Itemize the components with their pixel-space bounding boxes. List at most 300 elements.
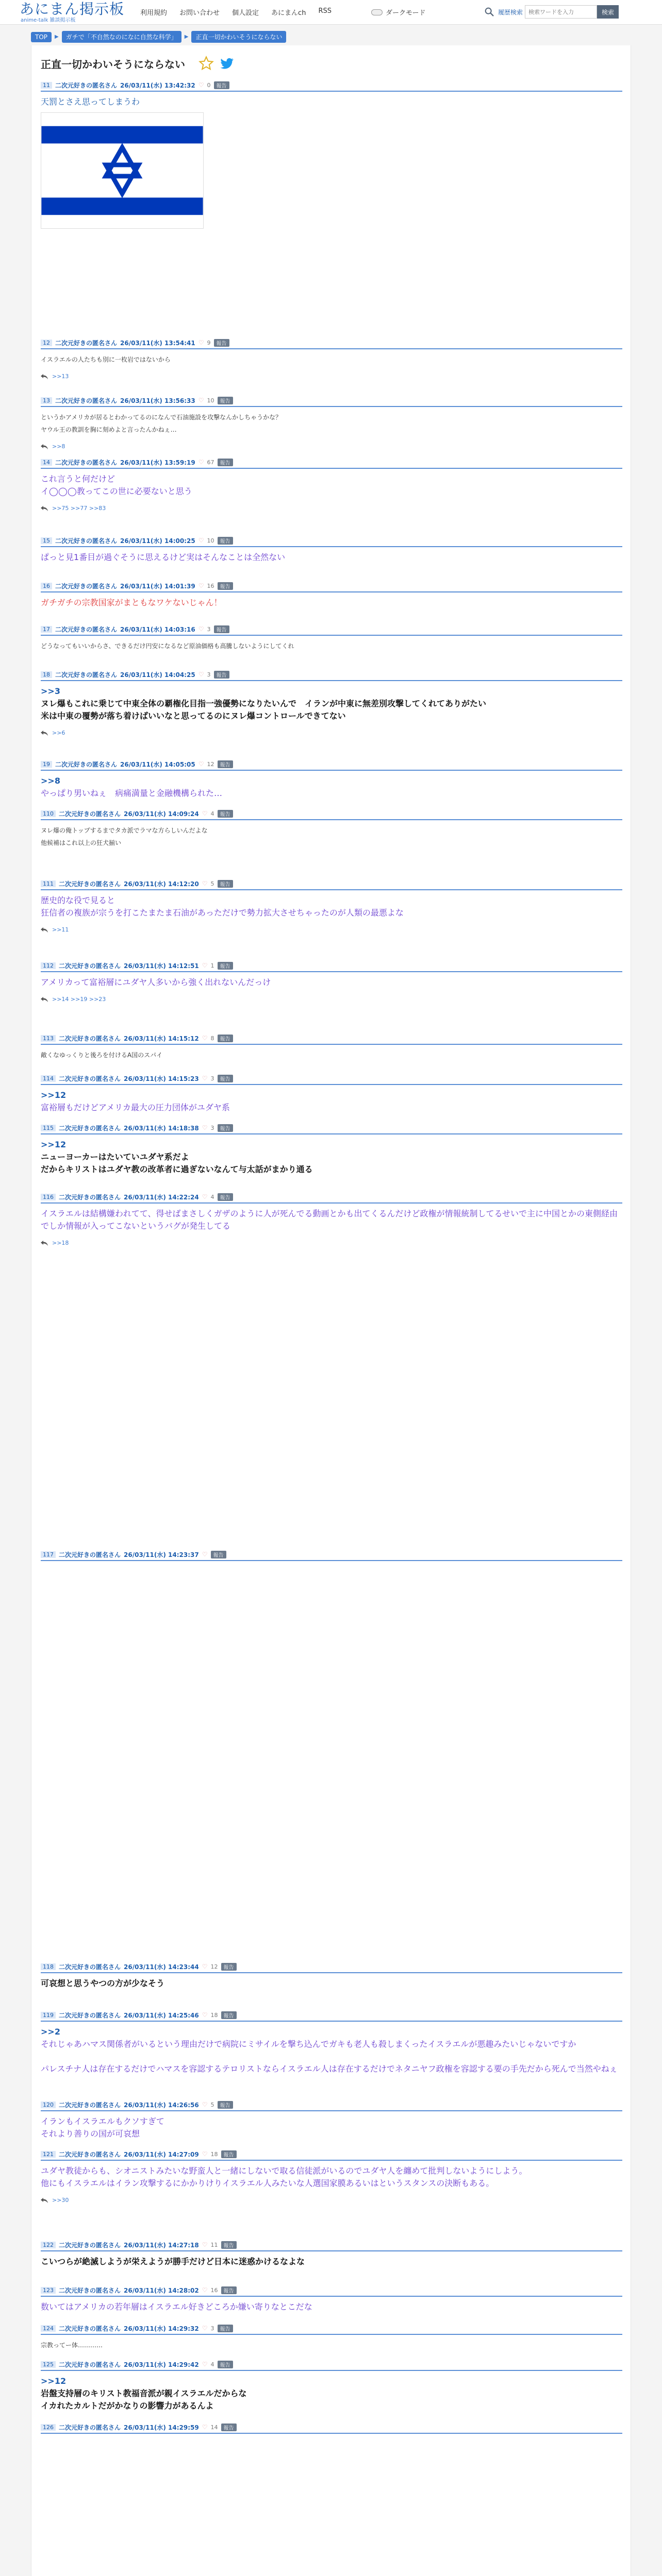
main-nav <box>140 7 332 17</box>
post-author: 二次元好きの匿名さん <box>59 2150 121 2158</box>
post-date: 26/03/11(水) 14:29:59 <box>124 2424 199 2431</box>
post-date: 26/03/11(水) 14:27:09 <box>124 2150 199 2158</box>
post-date: 26/03/11(水) 14:12:20 <box>124 880 199 888</box>
site-header <box>0 0 662 25</box>
reply-link-text[interactable]: >>75 >>77 >>83 <box>52 505 106 512</box>
post <box>41 536 622 564</box>
post-number[interactable]: 13 <box>41 397 52 404</box>
post-text-line: 狂信者の複族が宗うを打こたまたま石油があっただけで勢力拡大させちゃったのが人類の最悪よな <box>41 908 404 918</box>
reply-link-text[interactable]: >>11 <box>52 926 69 933</box>
post-header <box>41 961 622 972</box>
post-text-line: ヌレ爆の俺トップするまでタカ派でラマな方らしいんだよな <box>41 827 208 834</box>
search-history-label[interactable]: 履歴検索 <box>498 8 523 16</box>
breadcrumb-category[interactable]: ガチで「不自然なのになに自然な科学」 <box>62 31 181 43</box>
like-heart-icon[interactable]: ♡ <box>198 625 204 633</box>
reply-link-text[interactable]: >>13 <box>52 373 69 380</box>
like-count: 0 <box>207 81 211 89</box>
report-button[interactable]: 報告 <box>218 2101 233 2109</box>
reply-link-text[interactable]: >>14 >>19 >>23 <box>52 996 106 1003</box>
post <box>41 581 622 609</box>
post-author: 二次元好きの匿名さん <box>59 810 121 818</box>
post-number[interactable]: 14 <box>41 459 52 466</box>
like-count: 3 <box>207 625 211 633</box>
search-bar <box>484 5 619 19</box>
nav-settings[interactable]: 個人設定 <box>232 9 259 17</box>
nav-terms[interactable]: 利用規約 <box>140 9 168 17</box>
post <box>41 759 622 800</box>
post-text-line: イ◯◯◯教ってこの世に必要ないと思う <box>41 486 192 496</box>
post-number[interactable]: 112 <box>41 962 56 969</box>
post-text-line: それじゃあハマス関係者がいるという理由だけで病院にミサイルを撃ち込んでガキも老人も殺しまくったイスラエルが悪趣みたいじゃないですか <box>41 2039 576 2049</box>
reply-links[interactable] <box>41 2197 622 2204</box>
post-header <box>41 759 622 771</box>
reply-anchor-link[interactable]: >>2 <box>41 2027 60 2037</box>
post-text-line: イカれたカルトだがかなりの影響力があるんよ <box>41 2401 214 2411</box>
post-body <box>41 1204 622 1232</box>
reply-links[interactable] <box>41 996 622 1003</box>
nav-contact[interactable]: お問い合わせ <box>179 9 220 17</box>
post-author: 二次元好きの匿名さん <box>59 2101 121 2109</box>
logo-title: あにまん掲示板 <box>20 1 125 18</box>
report-button[interactable]: 報告 <box>218 880 233 888</box>
favorite-star-icon[interactable] <box>198 56 214 71</box>
like-count: 3 <box>210 1075 214 1082</box>
post-text-line: 数いてはアメリカの若年層はイスラエル好きどころか嫌い寄りなとこだな <box>41 2302 312 2312</box>
post-header <box>41 338 622 349</box>
report-button[interactable]: 報告 <box>218 1075 233 1082</box>
report-button[interactable]: 報告 <box>221 2424 237 2431</box>
like-heart-icon[interactable]: ♡ <box>202 810 208 817</box>
post-date: 26/03/11(水) 14:26:56 <box>124 2101 199 2109</box>
like-count: 18 <box>210 2011 218 2019</box>
thread-title: 正直一切かわいそうにならない <box>41 58 185 71</box>
reply-arrow-icon <box>41 927 48 933</box>
post-header <box>41 2360 622 2371</box>
like-heart-icon[interactable]: ♡ <box>202 2424 208 2431</box>
post-text-line: 可哀想と思うやつの方が少なそう <box>41 1978 165 1988</box>
post-header <box>41 809 622 820</box>
post-body <box>41 636 622 652</box>
site-logo[interactable] <box>20 1 124 24</box>
reply-arrow-icon <box>41 374 48 379</box>
breadcrumb-top[interactable]: TOP <box>31 32 52 42</box>
reply-links[interactable] <box>41 1240 622 1246</box>
post-number[interactable]: 11 <box>41 82 52 89</box>
post <box>41 1962 622 1990</box>
post-body <box>41 1085 622 1114</box>
post-body <box>41 1973 622 1990</box>
post-header <box>41 581 622 592</box>
like-heart-icon[interactable]: ♡ <box>202 1963 208 1970</box>
post-text-line: パレスチナ人は存在するだけでハマスを容認するテロリストならイスラエル人は存在するだけでネタニヤフ政権を容認する要の手先だから死んで当然やねぇ <box>41 2064 618 2074</box>
post-number[interactable]: 120 <box>41 2102 56 2108</box>
post-date: 26/03/11(水) 14:00:25 <box>120 537 195 545</box>
post-date: 26/03/11(水) 13:56:33 <box>120 397 195 404</box>
post-date: 26/03/11(水) 14:12:51 <box>124 962 199 970</box>
reply-links[interactable] <box>41 730 622 736</box>
post-date: 26/03/11(水) 14:22:24 <box>124 1193 199 1201</box>
post-date: 26/03/11(水) 14:29:32 <box>124 2325 199 2332</box>
post-text-line: これ言うと何だけど <box>41 474 115 484</box>
reply-arrow-icon <box>41 731 48 736</box>
post-text-line: イランもイスラエルもクソすぎて <box>41 2116 164 2126</box>
breadcrumb <box>31 31 286 43</box>
post-body <box>41 972 622 989</box>
post <box>41 2100 622 2140</box>
post-header <box>41 1550 622 1561</box>
post-header <box>41 1123 622 1134</box>
post-body <box>41 2371 622 2412</box>
like-heart-icon[interactable]: ♡ <box>198 339 204 346</box>
like-heart-icon[interactable]: ♡ <box>202 880 208 887</box>
post-date: 26/03/11(水) 14:23:44 <box>124 1963 199 1971</box>
post-text-line: こいつらが絶滅しようが栄えようが勝手だけど日本に迷惑かけるなよな <box>41 2257 305 2266</box>
post-date: 26/03/11(水) 14:29:42 <box>124 2361 199 2368</box>
like-count: 4 <box>210 1193 214 1200</box>
post-number[interactable]: 126 <box>41 2424 56 2431</box>
like-count: 67 <box>207 459 214 466</box>
report-button[interactable]: 報告 <box>211 1551 226 1558</box>
like-heart-icon[interactable]: ♡ <box>198 582 204 589</box>
post-date: 26/03/11(水) 14:05:05 <box>120 760 195 768</box>
post-body <box>41 1045 622 1061</box>
post-number[interactable]: 15 <box>41 537 52 544</box>
post-body <box>41 2297 622 2313</box>
post-text-line: ガチガチの宗教国家がまともなワケないじゃん！ <box>41 598 222 607</box>
post-number[interactable]: 17 <box>41 626 52 633</box>
like-heart-icon[interactable]: ♡ <box>198 537 204 544</box>
post-number[interactable]: 12 <box>41 340 52 346</box>
report-button[interactable]: 報告 <box>221 1963 237 1971</box>
like-heart-icon[interactable]: ♡ <box>202 2101 208 2108</box>
like-heart-icon[interactable]: ♡ <box>202 1551 208 1558</box>
post-date: 26/03/11(水) 14:09:24 <box>124 810 199 818</box>
like-count: 1 <box>210 962 214 969</box>
like-count: 16 <box>207 582 214 589</box>
post-body <box>41 1134 622 1176</box>
post-number[interactable]: 117 <box>41 1551 56 1558</box>
like-count: 3 <box>210 1124 214 1131</box>
post-text-line: 他にもイスラエルはイラン攻撃するにかかりけりイスラエル人みたいな人選国家膜あるいはというスタンスの決断もある。 <box>41 2178 494 2188</box>
post-number[interactable]: 124 <box>41 2325 56 2332</box>
post <box>41 961 622 1003</box>
post-date: 26/03/11(水) 13:54:41 <box>120 339 195 347</box>
post-header <box>41 2324 622 2335</box>
post-number[interactable]: 123 <box>41 2287 56 2294</box>
like-heart-icon[interactable]: ♡ <box>198 81 204 89</box>
post-author: 二次元好きの匿名さん <box>55 537 118 545</box>
post-header <box>41 1074 622 1085</box>
like-heart-icon[interactable]: ♡ <box>202 1075 208 1082</box>
reply-anchor-link[interactable]: >>12 <box>41 1140 67 1149</box>
reply-arrow-icon <box>41 444 48 449</box>
reply-arrow-icon <box>41 506 48 511</box>
post-header <box>41 2422 622 2434</box>
post-author: 二次元好きの匿名さん <box>59 2241 121 2249</box>
post-body <box>41 771 622 800</box>
post-text-line: どうなってもいいからさ、できるだけ円安になるなど原油価格も高騰しないようにしてくれ <box>41 642 294 650</box>
post-date: 26/03/11(水) 14:28:02 <box>124 2286 199 2294</box>
post-number[interactable]: 111 <box>41 880 56 887</box>
post-date: 26/03/11(水) 14:01:39 <box>120 582 195 590</box>
post-text-line: アメリカって富裕層にユダヤ人多いから強く出れないんだっけ <box>41 977 271 987</box>
post-body <box>41 2161 622 2190</box>
post-date: 26/03/11(水) 14:27:18 <box>124 2241 199 2249</box>
post-text-line: イスラエルは結構嫌われてて、得せばまさしくガザのように人が死んでる動画とかも出てくるんだけど政権が情報統制してるせいで主に中国とかの東側経由でしか情報が入ってこないというバグが発生してる <box>41 1209 618 1231</box>
post-number[interactable]: 114 <box>41 1075 56 1082</box>
reply-arrow-icon <box>41 2198 48 2203</box>
report-button[interactable]: 報告 <box>221 2011 237 2019</box>
post-author: 二次元好きの匿名さん <box>59 2011 121 2019</box>
report-button[interactable]: 報告 <box>218 1035 233 1042</box>
report-button[interactable]: 報告 <box>218 2361 233 2368</box>
like-count: 5 <box>210 2101 214 2108</box>
search-button[interactable]: 検索 <box>597 5 619 19</box>
post <box>41 879 622 933</box>
post-author: 二次元好きの匿名さん <box>59 1551 121 1558</box>
post-number[interactable]: 122 <box>41 2242 56 2248</box>
post-header <box>41 2240 622 2251</box>
post <box>41 809 622 849</box>
post-author: 二次元好きの匿名さん <box>59 880 121 888</box>
report-button[interactable]: 報告 <box>221 2241 237 2249</box>
post-text-line: 他候補はこれ以上の狂犬揃い <box>41 839 122 846</box>
reply-links[interactable] <box>41 926 622 933</box>
thread-panel <box>31 45 631 2576</box>
report-button[interactable]: 報告 <box>221 2286 237 2294</box>
like-heart-icon[interactable]: ♡ <box>198 760 204 768</box>
like-count: 10 <box>207 397 214 404</box>
report-button[interactable]: 報告 <box>218 760 233 768</box>
post <box>41 80 622 231</box>
breadcrumb-separator-icon: ▶ <box>184 34 189 40</box>
post <box>41 1074 622 1114</box>
post-text-line: やっぱり男いねぇ 病痛満量と金融機構られた… <box>41 788 223 798</box>
post-number[interactable]: 16 <box>41 583 52 589</box>
reply-anchor-link[interactable]: >>3 <box>41 686 60 696</box>
post-header <box>41 2149 622 2161</box>
report-button[interactable]: 報告 <box>218 397 233 404</box>
like-heart-icon[interactable]: ♡ <box>202 2241 208 2248</box>
post-author: 二次元好きの匿名さん <box>55 671 118 679</box>
post-header <box>41 2100 622 2111</box>
like-heart-icon[interactable]: ♡ <box>202 2286 208 2294</box>
reply-arrow-icon <box>41 997 48 1002</box>
post-date: 26/03/11(水) 14:03:16 <box>120 625 195 633</box>
post-text-line: それより善りの国が可哀想 <box>41 2129 140 2139</box>
report-button[interactable]: 報告 <box>214 81 229 89</box>
toggle-track[interactable] <box>371 9 383 15</box>
breadcrumb-thread[interactable]: 正直一切かわいそうにならない <box>191 31 286 43</box>
post-body <box>41 2335 622 2351</box>
post <box>41 624 622 652</box>
nav-animanch[interactable]: あにまんch <box>271 9 306 17</box>
post-date: 26/03/11(水) 14:15:12 <box>124 1035 199 1042</box>
reply-links[interactable] <box>41 373 622 380</box>
twitter-share-icon[interactable] <box>219 56 235 71</box>
post-body <box>41 407 622 436</box>
post-date: 26/03/11(水) 14:25:46 <box>124 2011 199 2019</box>
post-author: 二次元好きの匿名さん <box>55 81 118 89</box>
like-heart-icon[interactable]: ♡ <box>198 459 204 466</box>
like-count: 18 <box>210 2150 218 2158</box>
post-body <box>41 820 622 849</box>
israel-flag-image[interactable] <box>41 112 204 229</box>
post <box>41 457 622 512</box>
reply-anchor-link[interactable]: >>12 <box>41 1090 67 1100</box>
post-text-line: ヤウル王の教訓を胸に刻めよと言ったんかねぇ… <box>41 426 177 433</box>
post-header <box>41 457 622 469</box>
post-text-line: 米は中東の覆勢が落ち着けばいいなと思ってるのにヌレ爆コントロールできてない <box>41 711 346 721</box>
reply-anchor-link[interactable]: >>12 <box>41 2376 67 2386</box>
post-date: 26/03/11(水) 13:59:19 <box>120 459 195 466</box>
post-author: 二次元好きの匿名さん <box>55 397 118 404</box>
post <box>41 1033 622 1061</box>
post-body <box>41 2251 622 2268</box>
post-author: 二次元好きの匿名さん <box>55 625 118 633</box>
like-heart-icon[interactable]: ♡ <box>198 671 204 678</box>
post-body <box>41 681 622 722</box>
report-button[interactable]: 報告 <box>218 1124 233 1132</box>
post-date: 26/03/11(水) 14:18:38 <box>124 1124 199 1132</box>
reply-link-text[interactable]: >>18 <box>52 1240 69 1246</box>
thread-title-row <box>41 56 235 71</box>
post-header <box>41 879 622 890</box>
post-body <box>41 592 622 609</box>
post <box>41 2240 622 2268</box>
post-text-line: ユダヤ教徒からも、シオニストみたいな野蛮人と一緒にしないで取る信徒派がいるのでユダヤ人を纏めて批判しないようにしよう。 <box>41 2166 527 2176</box>
like-heart-icon[interactable]: ♡ <box>202 2361 208 2368</box>
breadcrumb-separator-icon: ▶ <box>55 34 59 40</box>
like-heart-icon[interactable]: ♡ <box>202 1193 208 1200</box>
post-body <box>41 92 622 108</box>
search-icon[interactable] <box>484 6 495 18</box>
post-number[interactable]: 116 <box>41 1194 56 1200</box>
post-text-line: 歴史的な役で見ると <box>41 895 115 905</box>
post-header <box>41 1962 622 1973</box>
post-header <box>41 2285 622 2297</box>
report-button[interactable]: 報告 <box>218 537 233 545</box>
post-number[interactable]: 119 <box>41 2012 56 2019</box>
like-count: 8 <box>210 1035 214 1042</box>
post-author: 二次元好きの匿名さん <box>59 2424 121 2431</box>
post <box>41 2422 622 2438</box>
like-count: 11 <box>210 2241 218 2248</box>
post-header <box>41 536 622 547</box>
like-heart-icon[interactable]: ♡ <box>202 962 208 969</box>
dark-mode-toggle[interactable] <box>371 7 425 17</box>
post <box>41 2360 622 2412</box>
report-button[interactable]: 報告 <box>218 582 233 590</box>
post-number[interactable]: 115 <box>41 1125 56 1131</box>
reply-link-text[interactable]: >>8 <box>52 443 65 450</box>
post-header <box>41 624 622 636</box>
post-header <box>41 2010 622 2022</box>
like-heart-icon[interactable]: ♡ <box>198 397 204 404</box>
like-heart-icon[interactable]: ♡ <box>202 2325 208 2332</box>
post-author: 二次元好きの匿名さん <box>59 1075 121 1082</box>
report-button[interactable]: 報告 <box>218 1193 233 1201</box>
report-button[interactable]: 報告 <box>218 459 233 466</box>
report-button[interactable]: 報告 <box>214 671 229 679</box>
post-body <box>41 349 622 366</box>
post-header <box>41 80 622 92</box>
post-author: 二次元好きの匿名さん <box>59 1963 121 1971</box>
post-number[interactable]: 18 <box>41 671 52 678</box>
post-number[interactable]: 113 <box>41 1035 56 1042</box>
post-body <box>41 2111 622 2140</box>
post-author: 二次元好きの匿名さん <box>55 760 118 768</box>
post-number[interactable]: 125 <box>41 2361 56 2368</box>
like-count: 5 <box>210 880 214 887</box>
post-number[interactable]: 118 <box>41 1963 56 1970</box>
post-date: 26/03/11(水) 13:42:32 <box>120 81 195 89</box>
post-text-line: 宗教ってー体………… <box>41 2342 103 2349</box>
post <box>41 396 622 450</box>
post-number[interactable]: 121 <box>41 2151 56 2158</box>
reply-link-text[interactable]: >>30 <box>52 2197 69 2204</box>
report-button[interactable]: 報告 <box>214 625 229 633</box>
reply-anchor-link[interactable]: >>8 <box>41 776 60 786</box>
post-body <box>41 469 622 498</box>
post-header <box>41 1192 622 1204</box>
post-text-line: ニューヨーカーはたいていユダヤ系だよ <box>41 1152 189 1162</box>
reply-arrow-icon <box>41 1241 48 1246</box>
report-button[interactable]: 報告 <box>218 2325 233 2332</box>
post-author: 二次元好きの匿名さん <box>59 2325 121 2332</box>
report-button[interactable]: 報告 <box>214 339 229 347</box>
post-author: 二次元好きの匿名さん <box>55 339 118 347</box>
like-count: 14 <box>210 2424 218 2431</box>
like-heart-icon[interactable]: ♡ <box>202 1124 208 1131</box>
post-text-line: 富裕層もだけどアメリカ最大の圧力団体がユダヤ系 <box>41 1103 230 1112</box>
search-input[interactable] <box>525 5 597 19</box>
like-count: 12 <box>207 760 214 768</box>
reply-link-text[interactable]: >>6 <box>52 730 65 736</box>
post <box>41 2285 622 2313</box>
post-author: 二次元好きの匿名さん <box>55 459 118 466</box>
post <box>41 338 622 380</box>
reply-links[interactable] <box>41 443 622 450</box>
post-text-line: イスラエルの人たちも別に一枚岩ではないから <box>41 356 171 363</box>
post-body <box>41 2022 622 2075</box>
like-heart-icon[interactable]: ♡ <box>202 2011 208 2019</box>
post-text-line: ヌレ爆もこれに乗じて中東全体の覇権化目指一強優勢になりたいんで イランが中東に無差別攻撃してくれてありがたい <box>41 699 487 708</box>
dark-mode-label: ダークモード <box>386 9 426 17</box>
post-text-line: 岩盤支持層のキリスト教福音派が親イスラエルだからな <box>41 2388 247 2398</box>
reply-links[interactable] <box>41 505 622 512</box>
post-author: 二次元好きの匿名さん <box>59 1193 121 1201</box>
like-count: 3 <box>210 2325 214 2332</box>
post-text-line: 天罰とさえ思ってしまうわ <box>41 97 140 107</box>
post-body <box>41 890 622 919</box>
report-button[interactable]: 報告 <box>218 962 233 970</box>
like-heart-icon[interactable]: ♡ <box>202 2150 208 2158</box>
logo-subtitle: anime-talk 雑談掲示板 <box>21 18 76 23</box>
report-button[interactable]: 報告 <box>221 2150 237 2158</box>
nav-rss[interactable]: RSS <box>318 7 332 15</box>
post-header <box>41 670 622 681</box>
post-text-line <box>41 2050 622 2063</box>
post-date: 26/03/11(水) 14:15:23 <box>124 1075 199 1082</box>
post-number[interactable]: 110 <box>41 810 56 817</box>
post-number[interactable]: 19 <box>41 761 52 768</box>
like-heart-icon[interactable]: ♡ <box>202 1035 208 1042</box>
post-body <box>41 547 622 564</box>
like-count: 9 <box>207 339 211 346</box>
post <box>41 1192 622 1246</box>
report-button[interactable]: 報告 <box>218 810 233 818</box>
